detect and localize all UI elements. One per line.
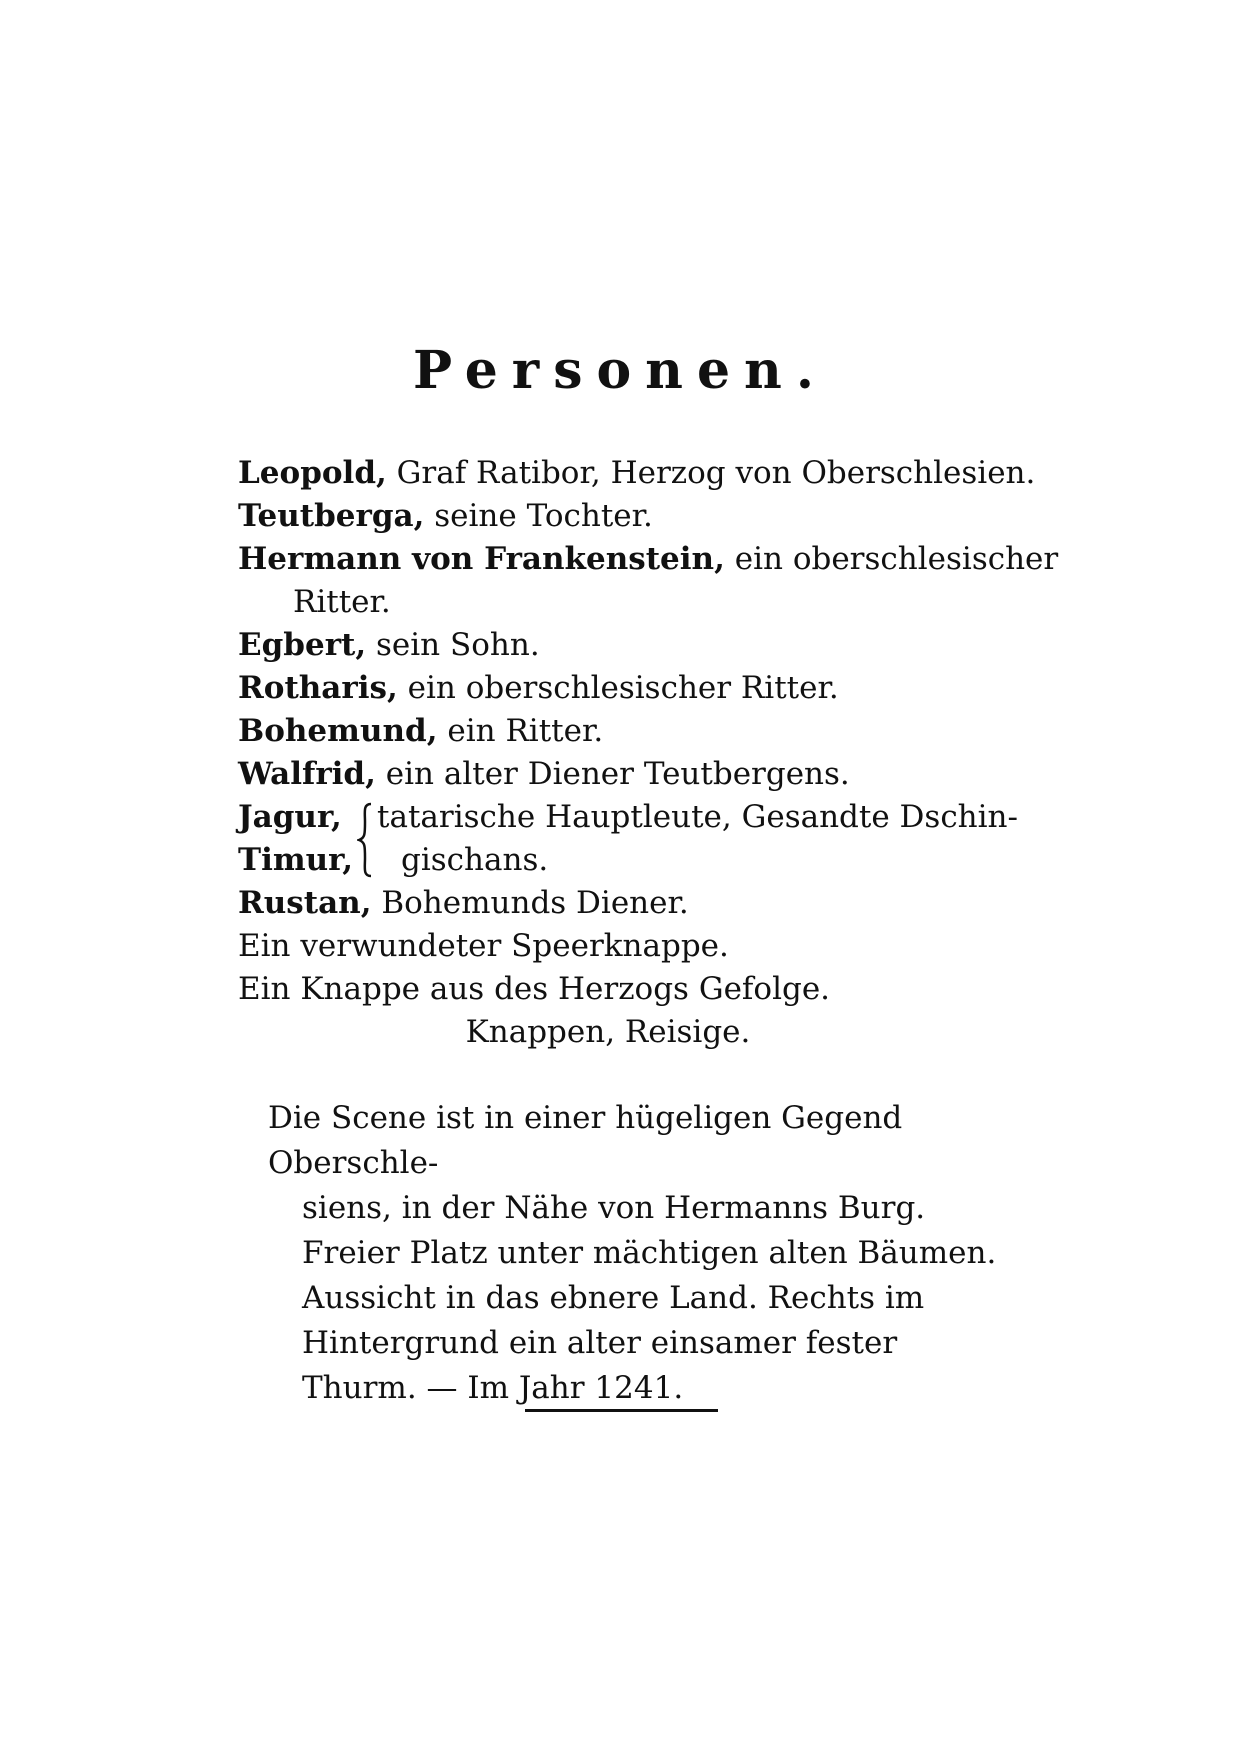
character-name: Leopold, <box>238 455 387 491</box>
dramatis-personae-list <box>238 452 1059 1054</box>
character-description: ein Ritter. <box>447 713 604 749</box>
character-name: Bohemund, <box>238 713 438 749</box>
extra-entry: Ein Knappe aus des Herzogs Gefolge. <box>238 971 831 1007</box>
group-description-line: gischans. <box>401 842 549 878</box>
scene-first-line: Die Scene ist in einer hügeligen Gegend Oberschle- <box>268 1100 903 1181</box>
scene-description <box>268 1096 1008 1411</box>
character-name: Walfrid, <box>238 756 376 792</box>
group-description-line: tatarische Hauptleute, Gesandte Dschin- <box>377 799 1018 835</box>
character-entry <box>238 624 1018 667</box>
character-name: Rotharis, <box>238 670 398 706</box>
character-entry <box>238 452 1036 495</box>
character-entry <box>238 495 1018 538</box>
character-group-names <box>238 796 355 882</box>
character-name: Hermann von Frankenstein, <box>238 541 725 577</box>
character-description: ein oberschlesischer <box>734 541 1059 577</box>
character-name: Jagur, <box>238 799 342 835</box>
character-entry <box>238 753 1018 796</box>
character-description: ein oberschlesischer Ritter. <box>407 670 839 706</box>
character-entry <box>238 667 1018 710</box>
character-entry <box>238 710 1018 753</box>
curly-brace-icon <box>355 796 377 882</box>
character-group <box>238 796 1018 882</box>
scene-rest-text: siens, in der Nähe von Hermanns Burg. Freier Platz unter mächtigen alten Bäumen. Aussicht in das ebnere Land. Rechts im Hintergrund ein alter einsamer fester Thurm. — Im Jahr 1241. <box>302 1190 997 1406</box>
character-name: Teutberga, <box>238 498 425 534</box>
character-name: Egbert, <box>238 627 367 663</box>
character-entry <box>238 538 1059 581</box>
character-description-continued: Ritter. <box>293 584 391 620</box>
character-description: seine Tochter. <box>434 498 653 534</box>
character-description: sein Sohn. <box>376 627 540 663</box>
character-name: Timur, <box>238 842 354 878</box>
page-title: Personen. <box>413 340 828 401</box>
character-group-description <box>377 796 1018 882</box>
character-description: Bohemunds Diener. <box>381 885 689 921</box>
character-name: Rustan, <box>238 885 372 921</box>
section-divider <box>525 1409 718 1412</box>
extras-centered: Knappen, Reisige. <box>465 1014 751 1050</box>
extra-entry: Ein verwundeter Speerknappe. <box>238 928 729 964</box>
character-description: Graf Ratibor, Herzog von Oberschlesien. <box>396 455 1036 491</box>
character-description: ein alter Diener Teutbergens. <box>385 756 850 792</box>
character-entry <box>238 882 1018 925</box>
